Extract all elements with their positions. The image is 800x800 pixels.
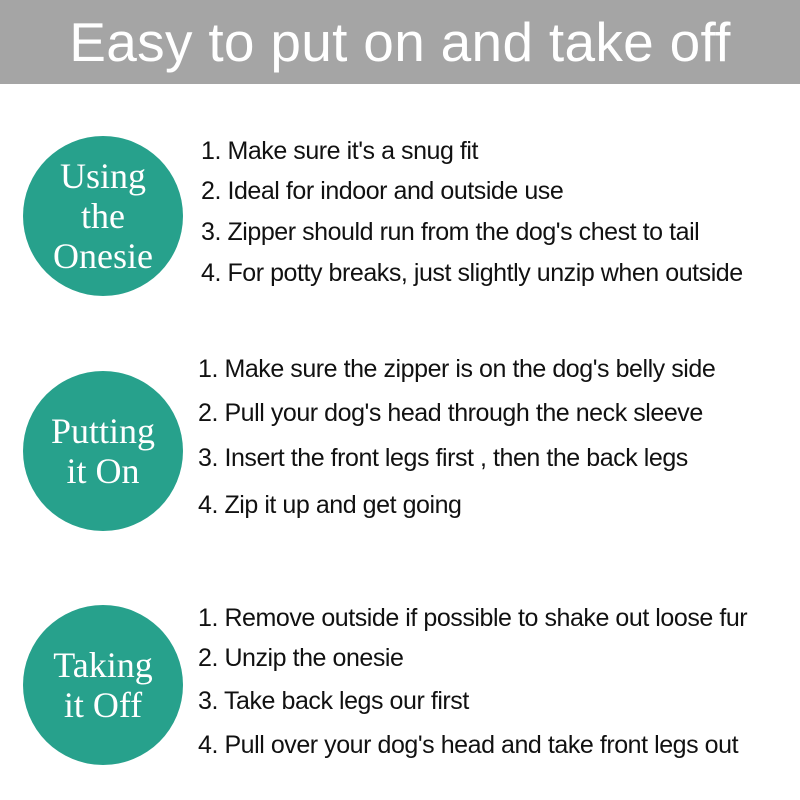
step-item: 3. Insert the front legs first , then the back legs <box>198 444 688 472</box>
step-item: 4. Pull over your dog's head and take front legs out <box>198 731 739 759</box>
badge-using-the-onesie <box>23 136 183 296</box>
step-item: 4. For potty breaks, just slightly unzip when outside <box>201 259 743 287</box>
step-item: 2. Ideal for indoor and outside use <box>201 177 564 205</box>
header-banner <box>0 0 800 84</box>
badge-line: Using <box>59 156 146 196</box>
badge-line: Taking <box>53 645 153 685</box>
step-item: 3. Take back legs our first <box>198 687 469 715</box>
step-item: 1. Make sure the zipper is on the dog's belly side <box>198 355 716 383</box>
badge-line: it On <box>66 451 140 491</box>
badge-line: the <box>81 196 125 236</box>
badge-putting-it-on <box>23 371 183 531</box>
step-item: 1. Make sure it's a snug fit <box>201 137 479 165</box>
badge-taking-it-off <box>23 605 183 765</box>
badge-line: it Off <box>63 685 143 725</box>
step-item: 3. Zipper should run from the dog's chest to tail <box>201 218 700 246</box>
badge-line: Putting <box>50 411 156 451</box>
step-item: 2. Pull your dog's head through the neck sleeve <box>198 399 703 427</box>
badge-line: Onesie <box>53 236 153 276</box>
step-item: 2. Unzip the onesie <box>198 644 404 672</box>
page-title: Easy to put on and take off <box>69 11 731 73</box>
step-item: 1. Remove outside if possible to shake out loose fur <box>198 604 748 632</box>
step-item: 4. Zip it up and get going <box>198 491 462 519</box>
